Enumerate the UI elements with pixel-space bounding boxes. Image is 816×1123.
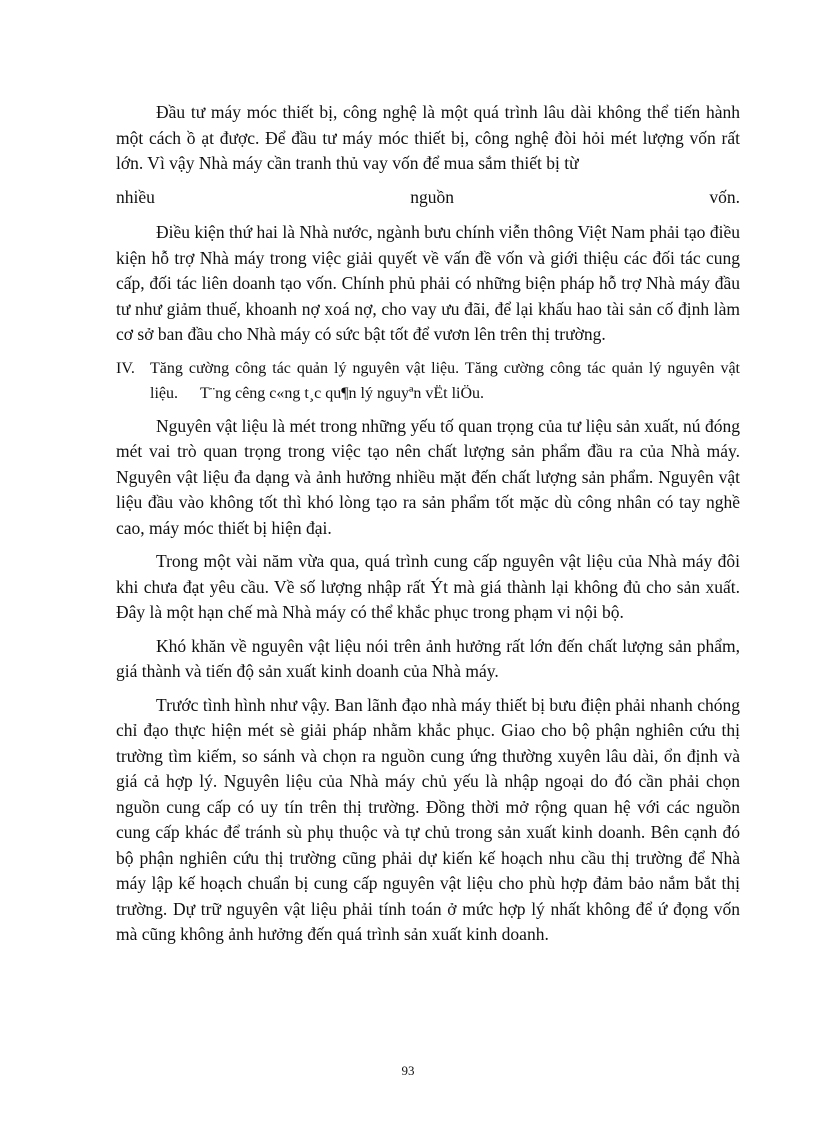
paragraph-equipment-investment [116, 100, 740, 177]
tail-word-3: vốn. [709, 186, 740, 207]
paragraph-materials-role: Nguyên vật liệu là mét trong những yếu tố quan trọng của tư liệu sản xuất, nú đóng mét vai trò quan trọng trong việc tạo nên chất lượng sản phẩm đầu ra của Nhà máy. Nguyên vật liệu đa dạng và ảnh hưởng nhiều mặt đến chất lượng sản phẩm. Nguyên vật liệu đầu vào không tốt thì khó lòng tạo ra sản phẩm tốt mặc dù công nhân có tay nghề cao, máy móc thiết bị hiện đại. [116, 415, 740, 538]
paragraph-difficulties: Khó khăn về nguyên vật liệu nói trên ảnh hưởng rất lớn đến chất lượng sản phẩm, giá thành và tiến độ sản xuất kinh doanh của Nhà máy. [116, 635, 740, 681]
section-number: IV. [116, 359, 135, 377]
paragraph-supply-history: Trong một vài năm vừa qua, quá trình cung cấp nguyên vật liệu của Nhà máy đôi khi chưa đạt yêu cầu. Về số lượng nhập rất Ýt mà giá thành lại không đủ cho sản xuất. Đây là một hạn chế mà Nhà máy có thể khắc phục trong phạm vi nội bộ. [116, 551, 740, 622]
section-heading [116, 356, 740, 406]
page-number: 93 [401, 1063, 415, 1078]
paragraph-tail-line [116, 185, 740, 211]
paragraph-text: Đầu tư máy móc thiết bị, công nghệ là một quá trình lâu dài không thể tiến hành một cách ồ ạt được. Để đầu tư máy móc thiết bị, công nghệ đòi hỏi mét lượng vốn rất lớn. Vì vậy Nhà máy cần tranh thủ vay vốn để mua sắm thiết bị từ [116, 102, 740, 173]
tail-word-2: nguồn [410, 186, 454, 207]
section-title-garbled: T¨ng cêng c«ng t¸c qu¶n lý nguyªn vËt liÖu. [200, 384, 485, 402]
tail-word-1: nhiều [116, 186, 155, 207]
document-page [116, 100, 740, 956]
section-title: Tăng cường công tác quản lý nguyên vật liệu. Tăng cường công tác quản lý nguyên vật liệu. [150, 359, 740, 402]
paragraph-state-support: Điều kiện thứ hai là Nhà nước, ngành bưu chính viễn thông Việt Nam phải tạo điều kiện hỗ trợ Nhà máy trong việc giải quyết về vấn đề vốn và giới thiệu các đối tác cung cấp, đối tác liên doanh tạo vốn. Chính phủ phải có những biện pháp hỗ trợ Nhà máy đầu tư như giảm thuế, khoanh nợ xoá nợ, cho vay ưu đãi, để lại khấu hao tài sản cố định làm cơ sở ban đầu cho Nhà máy có sức bật tốt để vươn lên trên thị trường. [116, 222, 740, 344]
paragraph-solutions: Trước tình hình như vậy. Ban lãnh đạo nhà máy thiết bị bưu điện phải nhanh chóng chỉ đạo thực hiện mét sè giải pháp nhằm khắc phục. Giao cho bộ phận nghiên cứu thị trường tìm kiếm, so sánh và chọn ra nguồn cung ứng thường xuyên lâu dài, ổn định và giá cả hợp lý. Nguyên liệu của Nhà máy chủ yếu là nhập ngoại do đó cần phải chọn nguồn cung cấp có uy tín trên thị trường. Đồng thời mở rộng quan hệ với các nguồn cung cấp khác để tránh sù phụ thuộc và tự chủ trong sản xuất kinh doanh. Bên cạnh đó bộ phận nghiên cứu thị trường cũng phải dự kiến kế hoạch nhu cầu thị trường để Nhà máy lập kế hoạch chuẩn bị cung cấp nguyên vật liệu cho phù hợp đảm bảo nắm bắt thị trường. Dự trữ nguyên vật liệu phải tính toán ở mức hợp lý nhất không để ứ đọng vốn mà cũng không ảnh hưởng đến quá trình sản xuất kinh doanh. [116, 694, 740, 944]
